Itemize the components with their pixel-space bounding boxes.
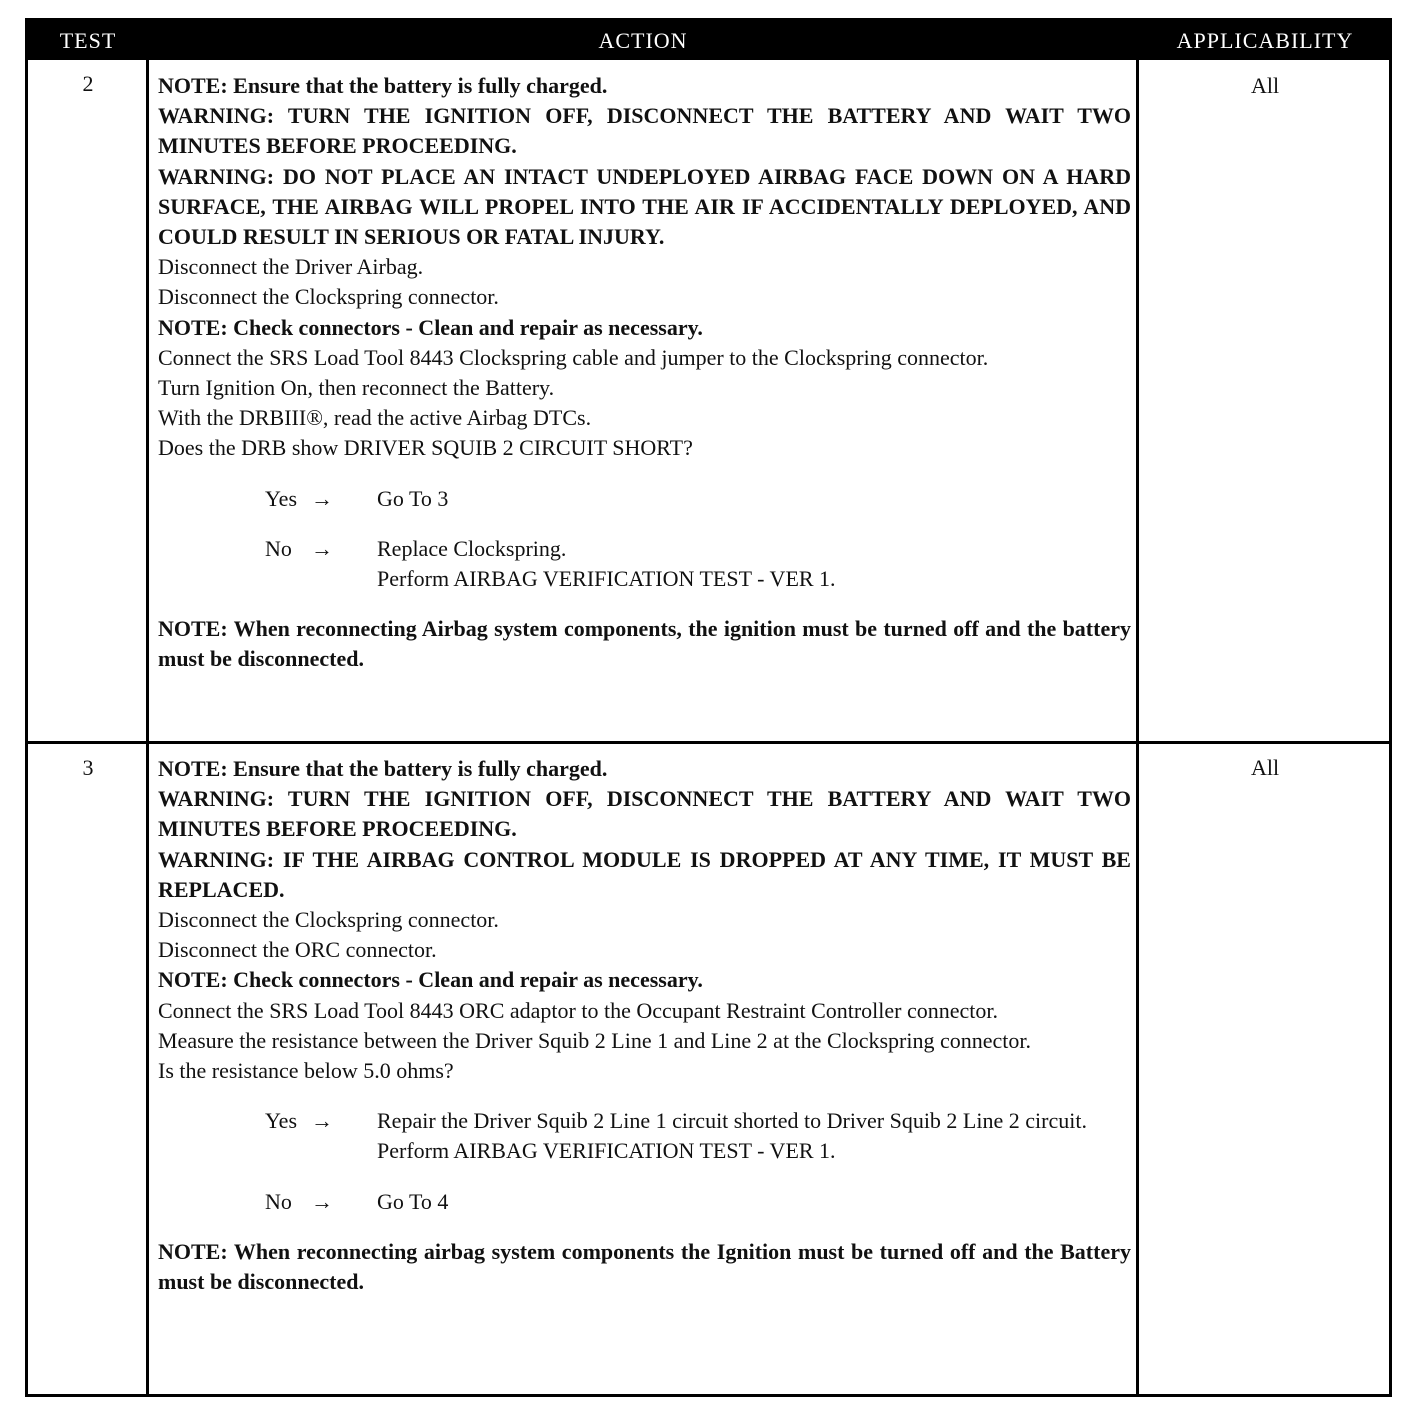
no-result [377,1187,1131,1217]
arrow-icon: → [311,1108,333,1134]
note-line: NOTE: Ensure that the battery is fully charged. [158,756,608,781]
step-line: Disconnect the Clockspring connector. [158,284,499,310]
row-divider [28,741,1389,744]
result-line: Go To 3 [377,485,449,511]
step-line: With the DRBIII®, read the active Airbag DTCs. [158,405,592,431]
result-line: Perform AIRBAG VERIFICATION TEST - VER 1. [377,1138,836,1164]
step-line: Connect the SRS Load Tool 8443 Clockspring cable and jumper to the Clockspring connector. [158,344,989,370]
step-line: Disconnect the Driver Airbag. [158,254,424,280]
yes-label: Yes [265,485,298,511]
yes-branch [158,1106,1131,1166]
table-header [28,21,1389,60]
step-line: Connect the SRS Load Tool 8443 ORC adaptor to the Occupant Restraint Controller connector. [158,997,999,1023]
step-line: Disconnect the ORC connector. [158,937,437,963]
arrow-icon: → [311,1188,333,1214]
yes-result [377,484,1131,514]
question-line: Does the DRB show DRIVER SQUIB 2 CIRCUIT SHORT? [158,435,693,461]
yes-result [377,1106,1131,1166]
step-line: Disconnect the Clockspring connector. [158,907,499,933]
applicability-value: All [1250,755,1280,780]
warning-line: WARNING: TURN THE IGNITION OFF, DISCONNECT THE BATTERY AND WAIT TWO MINUTES BEFORE PROCEEDING. [158,103,1131,159]
diagnostic-table [25,18,1392,1397]
test-number: 2 [82,71,94,96]
arrow-icon: → [311,485,333,511]
test-number: 3 [82,755,94,780]
result-line: Replace Clockspring. [377,535,567,561]
note-line: NOTE: Ensure that the battery is fully charged. [158,73,608,98]
note-line: NOTE: Check connectors - Clean and repair as necessary. [158,314,703,340]
final-note: NOTE: When reconnecting airbag system components the Ignition must be turned off and the Battery must be disconnected. [158,1238,1131,1295]
no-label: No [265,1188,292,1214]
no-branch [158,1187,1131,1217]
header-test: TEST [59,28,117,53]
step-line: Turn Ignition On, then reconnect the Battery. [158,375,555,401]
column-divider [146,60,149,1394]
question-line: Is the resistance below 5.0 ohms? [158,1058,454,1084]
action-cell [158,754,1131,1297]
arrow-icon: → [311,535,333,561]
action-cell [158,71,1131,675]
warning-line: WARNING: IF THE AIRBAG CONTROL MODULE IS DROPPED AT ANY TIME, IT MUST BE REPLACED. [158,846,1131,902]
column-divider [1136,60,1139,1394]
result-line: Repair the Driver Squib 2 Line 1 circuit shorted to Driver Squib 2 Line 2 circuit. [377,1108,1087,1134]
warning-line: WARNING: DO NOT PLACE AN INTACT UNDEPLOYED AIRBAG FACE DOWN ON A HARD SURFACE, THE AIRBAG WILL PROPEL INTO THE AIR IF ACCIDENTALLY DEPLOYED, AND COULD RESULT IN SERIOUS OR FATAL INJURY. [158,163,1131,250]
header-action: ACTION [598,28,688,53]
step-line: Measure the resistance between the Driver Squib 2 Line 1 and Line 2 at the Clockspring connector. [158,1027,1032,1053]
warning-line: WARNING: TURN THE IGNITION OFF, DISCONNECT THE BATTERY AND WAIT TWO MINUTES BEFORE PROCEEDING. [158,786,1131,842]
no-label: No [265,535,292,561]
final-note: NOTE: When reconnecting Airbag system components, the ignition must be turned off and the battery must be disconnected. [158,616,1131,672]
applicability-value: All [1250,73,1280,98]
header-applicability: APPLICABILITY [1176,28,1354,53]
yes-branch [158,484,1131,514]
note-line: NOTE: Check connectors - Clean and repair as necessary. [158,967,703,993]
yes-label: Yes [265,1108,298,1134]
result-line: Go To 4 [377,1188,449,1214]
result-line: Perform AIRBAG VERIFICATION TEST - VER 1. [377,566,836,592]
no-result [377,534,1131,594]
no-branch [158,534,1131,594]
